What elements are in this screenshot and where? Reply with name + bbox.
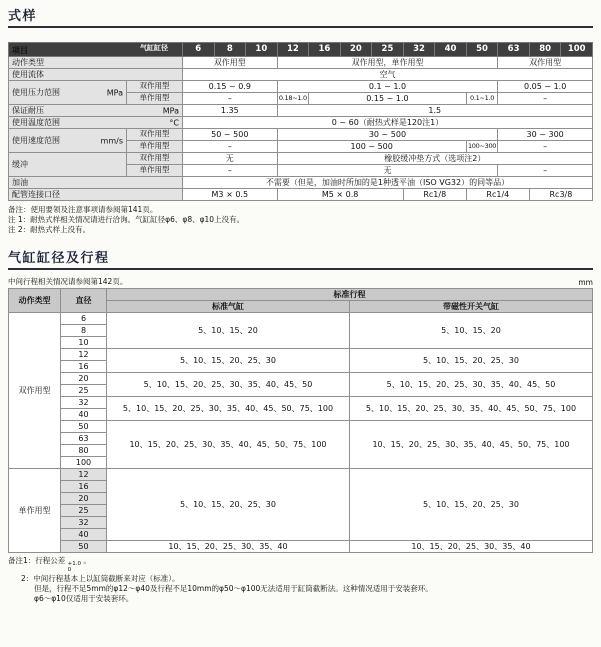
row-label-text: 保证耐压 [12, 105, 44, 115]
note-line: 但是，行程不足5mm的φ12～φ40及行程不足10mm的φ50～φ100无法适用于缸筒截断法。这种情况适用于安装套环。 [34, 584, 433, 594]
bore-header-cell: 16 [309, 43, 341, 57]
bore-cell: 20 [61, 373, 107, 385]
title-rule [8, 26, 593, 28]
tolerance-lower: 0 [67, 567, 72, 574]
spec-value: Rc3/8 [529, 189, 592, 201]
spec-value: M3 × 0.5 [183, 189, 278, 201]
note-line: φ6～φ10仅适用于安装套环。 [34, 594, 134, 604]
bore-header-cell: 50 [466, 43, 498, 57]
spec-value: 0.15 ~ 0.9 [183, 81, 278, 93]
tolerance-prefix: 备注1：行程公差 [8, 556, 66, 566]
row-label-text: 使用流体 [12, 69, 44, 79]
bore-header-cell: 20 [340, 43, 372, 57]
spec-value: 双作用型 [183, 57, 278, 69]
pressure-double-row [9, 81, 593, 93]
stroke-section-title: 气缸缸径及行程 [8, 251, 110, 267]
spec-value: 30 ~ 300 [498, 129, 593, 141]
spec-value: 1.35 [183, 105, 278, 117]
row-label [9, 69, 183, 81]
spec-notes [8, 205, 593, 235]
double-acting-label: 双作用型 [9, 313, 61, 469]
row-label-text: 使用速度范围 [12, 135, 60, 145]
spec-value: 0.05 ~ 1.0 [498, 81, 593, 93]
note-line: 2：中间行程基本上以缸筒截断来对应（标准）。 [21, 573, 180, 583]
row-label-text: 缓冲 [12, 159, 28, 169]
title-rule [8, 268, 593, 270]
stroke-notes [8, 556, 593, 604]
stroke-values-cell: 5、10、15、20、25、30、35、40、45、50 [350, 373, 593, 397]
bore-cell: 16 [61, 481, 107, 493]
bore-cell: 16 [61, 361, 107, 373]
bore-cell: 12 [61, 349, 107, 361]
row-label-text: 配管连接口径 [12, 189, 60, 199]
stroke-values-cell: 5、10、15、20、25、30、35、40、45、50 [107, 373, 350, 397]
tolerance-upper: +1.0 [67, 561, 82, 568]
spec-value: – [183, 165, 278, 177]
spec-value: 空气 [183, 69, 593, 81]
row-label [9, 189, 183, 201]
note-line: 注 1：耐热式样相关情况请进行洽询。气缸缸径φ6、φ8、φ10上没有。 [8, 215, 245, 225]
row-unit: MPa [162, 105, 179, 115]
row-label [9, 57, 183, 69]
spec-value: 双作用型，单作用型 [277, 57, 498, 69]
spec-value: 100 ~ 500 [277, 141, 466, 153]
stroke-table [8, 288, 593, 553]
bore-cell: 6 [61, 313, 107, 325]
spec-value: 1.5 [277, 105, 592, 117]
stroke-values-cell: 10、15、20、25、30、35、40、45、50、75、100 [107, 421, 350, 469]
spec-value: 无 [183, 153, 278, 165]
bore-header: 直径 [61, 289, 107, 313]
row-unit: °C [169, 117, 179, 127]
bore-cell: 25 [61, 385, 107, 397]
bore-header-row [9, 43, 593, 57]
spec-value: – [498, 93, 593, 105]
stroke-values-cell: 5、10、15、20、25、30、35、40、45、50、75、100 [107, 397, 350, 421]
sub-row-label: 双作用型 [127, 153, 183, 165]
row-label [9, 105, 183, 117]
bore-cell: 50 [61, 541, 107, 553]
spec-value: Rc1/4 [466, 189, 529, 201]
row-label-text: 使用压力范围 [12, 87, 60, 97]
bore-header-cell: 25 [372, 43, 404, 57]
spec-value: M5 × 0.8 [277, 189, 403, 201]
bore-cell: 10 [61, 337, 107, 349]
bore-cell: 40 [61, 409, 107, 421]
stroke-values-cell: 10、15、20、25、30、35、40 [350, 541, 593, 553]
bore-cell: 40 [61, 529, 107, 541]
spec-value: 不需要（但是，加油时所加的是1种透平油（ISO VG32）的同等品） [183, 177, 593, 189]
standard-cyl-header: 标准气缸 [107, 301, 350, 313]
standard-stroke-header: 标准行程 [107, 289, 593, 301]
bore-cell: 12 [61, 469, 107, 481]
stroke-values-cell: 5、10、15、20、25、30 [107, 469, 350, 541]
row-label [9, 81, 127, 105]
bore-header-cell: 6 [183, 43, 215, 57]
stroke-values-cell: 10、15、20、25、30、35、40 [107, 541, 350, 553]
mid-stroke-note: 中间行程相关情况请参阅第142页。 [8, 277, 128, 287]
table-row [9, 397, 593, 409]
note-line [8, 556, 593, 574]
spec-value: 0.1 ~ 1.0 [277, 81, 498, 93]
stroke-values-cell: 5、10、15、20、25、30 [350, 469, 593, 541]
row-label-text: 使用温度范围 [12, 117, 60, 127]
bore-cell: 100 [61, 457, 107, 469]
spec-value: 0 ~ 60（耐热式样是120注1） [183, 117, 593, 129]
row-label [9, 153, 127, 177]
unit-label: mm [578, 278, 593, 288]
speed-double-row [9, 129, 593, 141]
tolerance-suffix: 。 [83, 556, 91, 566]
spec-value: 无 [277, 165, 498, 177]
stroke-values-cell: 5、10、15、20、25、30、35、40、45、50、75、100 [350, 397, 593, 421]
spec-value: 双作用型 [498, 57, 593, 69]
port-row [9, 189, 593, 201]
bore-header-cell: 8 [214, 43, 246, 57]
bore-header-cell: 32 [403, 43, 435, 57]
bore-header-cell: 40 [435, 43, 467, 57]
stroke-values-cell: 5、10、15、20、25、30 [107, 349, 350, 373]
bore-header-cell: 100 [561, 43, 593, 57]
spec-value: – [498, 141, 593, 153]
spec-value: – [498, 165, 593, 177]
bore-header-cell: 12 [277, 43, 309, 57]
spec-value: 100~300 [466, 141, 498, 153]
action-type-row [9, 57, 593, 69]
note-line: 备注：使用要领及注意事项请参阅第141页。 [8, 205, 158, 214]
proof-pressure-row [9, 105, 593, 117]
table-row [9, 541, 593, 553]
single-acting-label: 单作用型 [9, 469, 61, 553]
row-label [9, 129, 127, 153]
spec-value: – [183, 141, 278, 153]
stroke-header-row-1 [9, 289, 593, 301]
row-unit: mm/s [100, 135, 123, 145]
bore-header-cell: 63 [498, 43, 530, 57]
row-unit: MPa [106, 87, 123, 97]
sub-row-label: 双作用型 [127, 81, 183, 93]
row-label [9, 177, 183, 189]
switch-cyl-header: 带磁性开关气缸 [350, 301, 593, 313]
corner-bore-label: 气缸缸径 [140, 44, 168, 52]
note-line: 注 2：耐热式样上没有。 [8, 225, 91, 235]
bore-cell: 32 [61, 397, 107, 409]
stroke-values-cell: 5、10、15、20 [107, 313, 350, 349]
table-row [9, 421, 593, 433]
temperature-row [9, 117, 593, 129]
bore-cell: 50 [61, 421, 107, 433]
bore-cell: 63 [61, 433, 107, 445]
table-row [9, 469, 593, 481]
action-type-header: 动作类型 [9, 289, 61, 313]
tolerance-stack [68, 562, 81, 574]
table-row [9, 373, 593, 385]
table-row [9, 349, 593, 361]
stroke-values-cell: 5、10、15、20 [350, 313, 593, 349]
table-corner [9, 43, 183, 57]
corner-item-label: 项目 [12, 45, 28, 55]
bore-cell: 20 [61, 493, 107, 505]
stroke-pre-row [8, 276, 593, 287]
spec-value: 橡胶缓冲垫方式（选项注2） [277, 153, 592, 165]
table-row [9, 313, 593, 325]
bore-cell: 80 [61, 445, 107, 457]
bore-cell: 8 [61, 325, 107, 337]
bore-cell: 32 [61, 517, 107, 529]
bore-cell: 25 [61, 505, 107, 517]
spec-value: 0.15 ~ 1.0 [309, 93, 467, 105]
spec-section-title: 式样 [8, 9, 38, 24]
sub-row-label: 单作用型 [127, 165, 183, 177]
lubrication-row [9, 177, 593, 189]
row-label-text: 加油 [12, 177, 28, 187]
stroke-values-cell: 10、15、20、25、30、35、40、45、50、75、100 [350, 421, 593, 469]
spec-value: 0.1~1.0 [466, 93, 498, 105]
spec-value: Rc1/8 [403, 189, 466, 201]
row-label-text: 动作类型 [12, 57, 44, 67]
bore-header-cell: 80 [529, 43, 561, 57]
spec-value: 30 ~ 500 [277, 129, 498, 141]
spec-table [8, 42, 593, 201]
fluid-row [9, 69, 593, 81]
stroke-values-cell: 5、10、15、20、25、30 [350, 349, 593, 373]
sub-row-label: 单作用型 [127, 93, 183, 105]
sub-row-label: 单作用型 [127, 141, 183, 153]
spec-value: 50 ~ 500 [183, 129, 278, 141]
row-label [9, 117, 183, 129]
spec-value: 0.18~1.0 [277, 93, 309, 105]
cushion-double-row [9, 153, 593, 165]
spec-value: – [183, 93, 278, 105]
bore-header-cell: 10 [246, 43, 278, 57]
sub-row-label: 双作用型 [127, 129, 183, 141]
